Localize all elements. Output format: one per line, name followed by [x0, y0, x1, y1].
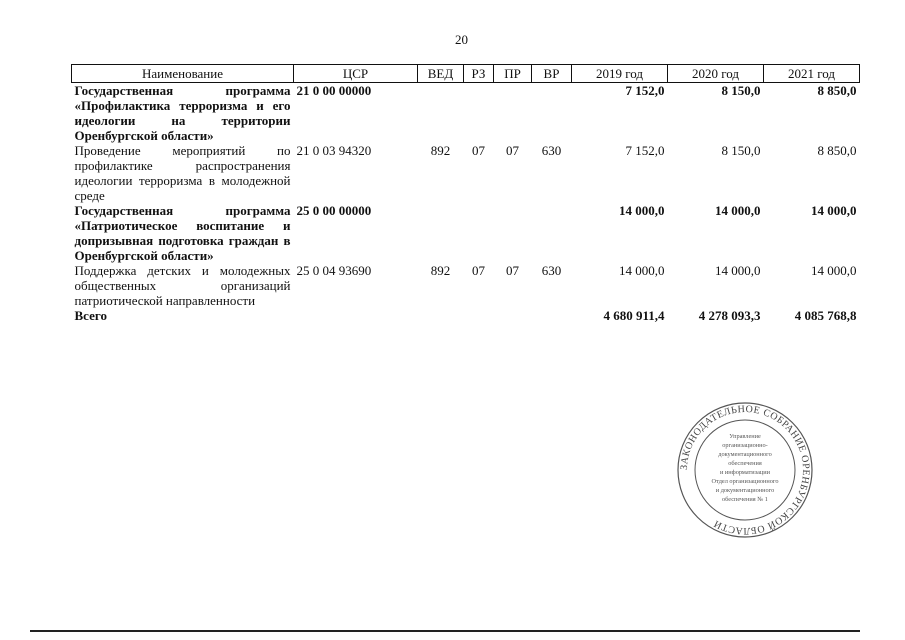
row-pr	[494, 203, 532, 263]
row-2020: 8 150,0	[721, 83, 761, 98]
row-name: Проведение мероприятий по профилактике распространения идеологии терроризма в молодежной среде	[74, 143, 291, 203]
row-csr: 21 0 03 94320	[296, 143, 372, 158]
row-rz	[464, 203, 494, 263]
row-csr: 21 0 00 00000	[296, 83, 372, 98]
stamp-line: организационно-	[722, 442, 768, 449]
header-2021: 2021 год	[764, 65, 860, 83]
total-row	[72, 308, 860, 323]
row-2020: 14 000,0	[715, 203, 761, 218]
header-2019: 2019 год	[572, 65, 668, 83]
stamp-inner-text	[712, 433, 779, 503]
row-vr: 630	[541, 143, 562, 158]
row-2019: 7 152,0	[625, 143, 665, 158]
budget-table	[71, 64, 860, 323]
header-2020: 2020 год	[668, 65, 764, 83]
stamp-line: и документационного	[715, 487, 775, 494]
header-pr: ПР	[494, 65, 532, 83]
row-vr: 630	[541, 263, 562, 278]
row-vr	[532, 203, 572, 263]
row-2021: 8 850,0	[817, 143, 857, 158]
row-ved: 892	[430, 143, 451, 158]
row-pr: 07	[506, 263, 519, 278]
total-2019: 4 680 911,4	[603, 308, 665, 323]
row-name: Государственная программа «Патриотическое воспитание и допризывная подготовка граждан в Оренбургской области»	[74, 203, 291, 263]
header-rz: РЗ	[464, 65, 494, 83]
row-2019: 14 000,0	[619, 263, 665, 278]
header-ved: ВЕД	[418, 65, 464, 83]
row-ved: 892	[430, 263, 451, 278]
page-number: 20	[455, 32, 468, 47]
page-bottom-border	[30, 630, 860, 632]
row-rz: 07	[472, 263, 485, 278]
row-ved	[418, 203, 464, 263]
row-vr	[532, 83, 572, 144]
row-2021: 8 850,0	[817, 83, 857, 98]
row-name: Государственная программа «Профилактика терроризма и его идеологии на территории Оренбургской области»	[74, 83, 291, 143]
row-ved	[418, 308, 464, 323]
table-row	[72, 203, 860, 263]
total-label: Всего	[74, 308, 107, 323]
header-csr: ЦСР	[294, 65, 418, 83]
header-name: Наименование	[72, 65, 294, 83]
row-pr	[494, 308, 532, 323]
stamp-line: обеспечения № 1	[722, 496, 768, 503]
row-name: Поддержка детских и молодежных общественных организаций патриотической направленности	[74, 263, 291, 308]
row-2020: 8 150,0	[721, 143, 761, 158]
header-vr: ВР	[532, 65, 572, 83]
stamp-line: Отдел организационного	[711, 478, 779, 485]
official-stamp	[675, 400, 815, 540]
total-2020: 4 278 093,3	[698, 308, 761, 323]
row-ved	[418, 83, 464, 144]
stamp-line: обеспечения	[728, 460, 762, 467]
stamp-line: документационного	[718, 451, 772, 458]
row-pr	[494, 83, 532, 144]
row-2019: 14 000,0	[619, 203, 665, 218]
row-csr: 25 0 04 93690	[296, 263, 372, 278]
stamp-line: Управление	[729, 433, 761, 440]
row-rz	[464, 308, 494, 323]
row-vr	[532, 308, 572, 323]
total-2021: 4 085 768,8	[794, 308, 857, 323]
table-row	[72, 143, 860, 203]
row-pr: 07	[506, 143, 519, 158]
stamp-line: и информатизации	[719, 469, 771, 476]
table-row	[72, 83, 860, 144]
row-rz	[464, 83, 494, 144]
row-2021: 14 000,0	[811, 263, 857, 278]
row-2020: 14 000,0	[715, 263, 761, 278]
row-csr: 25 0 00 00000	[296, 203, 372, 218]
table-row	[72, 263, 860, 308]
table-header-row	[72, 65, 860, 83]
stamp-outer-text: ЗАКОНОДАТЕЛЬНОЕ СОБРАНИЕ ОРЕНБУРГСКОЙ ОБЛАСТИ	[678, 403, 812, 537]
row-2019: 7 152,0	[625, 83, 665, 98]
row-csr	[294, 308, 418, 323]
row-rz: 07	[472, 143, 485, 158]
row-2021: 14 000,0	[811, 203, 857, 218]
